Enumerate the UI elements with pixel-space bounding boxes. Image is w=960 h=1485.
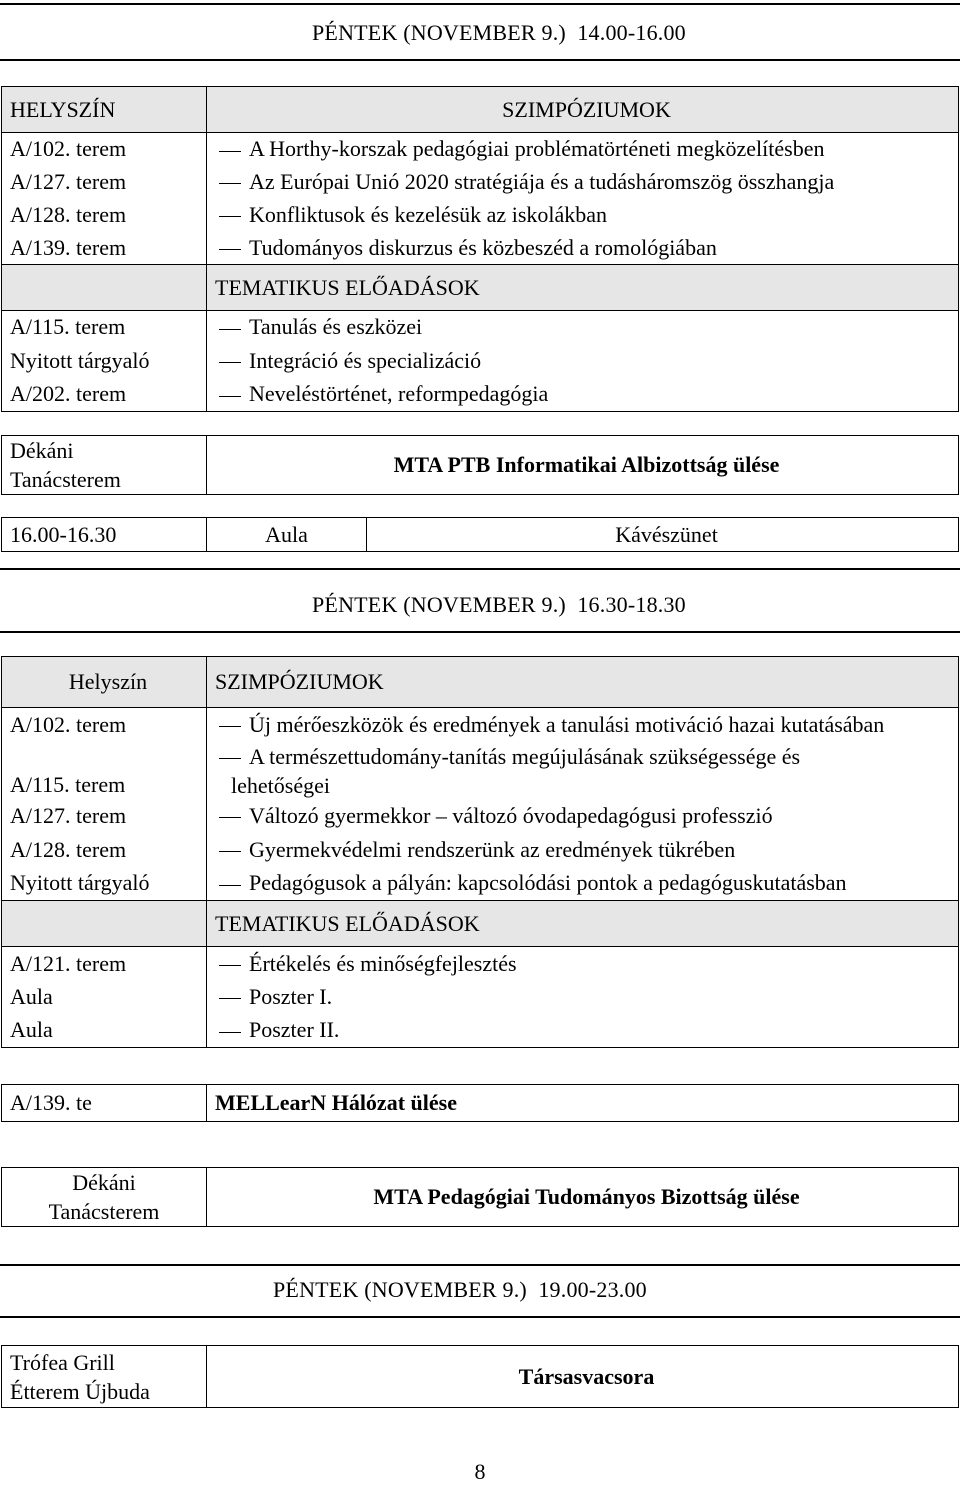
break-place: Aula (207, 518, 367, 552)
block3-title: Társasvacsora (207, 1346, 959, 1408)
block3-place: Trófea Grill Étterem Újbuda (2, 1346, 207, 1408)
block3-top-rule (0, 1264, 960, 1266)
block2-place-3: A/127. terem (2, 800, 207, 833)
block2-network-place: A/139. te (2, 1085, 207, 1122)
block2-schedule-table (1, 656, 959, 1048)
block2-thematic-place-header (2, 901, 207, 947)
block1-header (312, 20, 686, 46)
block1-thematic-place-header (2, 265, 207, 311)
block3-header-time: 19.00-23.00 (538, 1277, 647, 1302)
block2-place-2: A/115. terem (2, 742, 207, 800)
block2-meeting-table (1, 1167, 959, 1227)
block1-place-2: A/127. terem (2, 166, 207, 199)
block2-place-1: A/102. terem (2, 708, 207, 742)
block2-thematic-3: Poszter II. (207, 1014, 959, 1048)
block3-header-rule (0, 1316, 960, 1318)
block2-header-rule (0, 631, 960, 633)
block1-symposium-3: Konfliktusok és kezelésük az iskolákban (207, 199, 959, 232)
block1-thematic-1: Tanulás és eszközei (207, 311, 959, 344)
block2-col-program: SZIMPÓZIUMOK (207, 657, 959, 708)
block2-symposium-3: Változó gyermekkor – változó óvodapedagógusi professzió (207, 800, 959, 833)
block3-header-day: PÉNTEK (NOVEMBER 9.) (273, 1277, 527, 1302)
block2-network-table (1, 1084, 959, 1122)
block2-meeting-title: MTA Pedagógiai Tudományos Bizottság ülése (207, 1168, 959, 1227)
block2-symposium-2: A természettudomány-tanítás megújulásának szükségessége és lehetőségei (207, 742, 959, 800)
block1-thematic-2: Integráció és specializáció (207, 344, 959, 378)
page-number: 8 (474, 1459, 486, 1484)
block2-place-4: A/128. terem (2, 833, 207, 867)
break-title: Kávészünet (367, 518, 959, 552)
block2-header-time: 16.30-18.30 (577, 592, 686, 617)
block3-header (273, 1277, 647, 1303)
block2-thematic-place-1: A/121. terem (2, 947, 207, 981)
block1-header-rule (0, 59, 960, 61)
block2-col-place: Helyszín (2, 657, 207, 708)
block1-meeting-place: Dékáni Tanácsterem (2, 436, 207, 495)
block1-schedule-table (1, 86, 959, 412)
block2-thematic-place-3: Aula (2, 1014, 207, 1048)
break-table (1, 517, 959, 552)
block1-place-3: A/128. terem (2, 199, 207, 232)
block1-meeting-table (1, 435, 959, 495)
block2-network-title: MELLearN Hálózat ülése (207, 1085, 959, 1122)
block2-symposium-4: Gyermekvédelmi rendszerünk az eredmények tükrében (207, 833, 959, 867)
block1-thematic-place-2: Nyitott tárgyaló (2, 344, 207, 378)
block2-top-rule (0, 568, 960, 570)
block2-symposium-1: Új mérőeszközök és eredmények a tanulási motiváció hazai kutatásában (207, 708, 959, 742)
block2-thematic-label: TEMATIKUS ELŐADÁSOK (207, 901, 959, 947)
block2-thematic-1: Értékelés és minőségfejlesztés (207, 947, 959, 981)
block2-header-day: PÉNTEK (NOVEMBER 9.) (312, 592, 566, 617)
block2-meeting-place: Dékáni Tanácsterem (2, 1168, 207, 1227)
top-rule (0, 3, 960, 5)
block1-header-day: PÉNTEK (NOVEMBER 9.) (312, 20, 566, 45)
block2-symposium-5: Pedagógusok a pályán: kapcsolódási pontok a pedagóguskutatásban (207, 867, 959, 901)
block1-symposium-2: Az Európai Unió 2020 stratégiája és a tudásháromszög összhangja (207, 166, 959, 199)
block1-col-program: SZIMPÓZIUMOK (207, 87, 959, 133)
block1-thematic-label: TEMATIKUS ELŐADÁSOK (207, 265, 959, 311)
block3-table (1, 1345, 959, 1408)
block1-thematic-place-3: A/202. terem (2, 378, 207, 412)
block1-header-time: 14.00-16.00 (577, 20, 686, 45)
block1-place-1: A/102. terem (2, 133, 207, 166)
block1-symposium-4: Tudományos diskurzus és közbeszéd a romológiában (207, 232, 959, 265)
block2-place-5: Nyitott tárgyaló (2, 867, 207, 901)
block1-thematic-3: Neveléstörténet, reformpedagógia (207, 378, 959, 412)
block1-place-4: A/139. terem (2, 232, 207, 265)
block1-symposium-1: A Horthy-korszak pedagógiai problématörténeti megközelítésben (207, 133, 959, 166)
block2-thematic-place-2: Aula (2, 981, 207, 1014)
break-time: 16.00-16.30 (2, 518, 207, 552)
block1-thematic-place-1: A/115. terem (2, 311, 207, 344)
block2-header (312, 592, 686, 618)
block1-meeting-title: MTA PTB Informatikai Albizottság ülése (207, 436, 959, 495)
block2-thematic-2: Poszter I. (207, 981, 959, 1014)
block1-col-place: HELYSZÍN (2, 87, 207, 133)
